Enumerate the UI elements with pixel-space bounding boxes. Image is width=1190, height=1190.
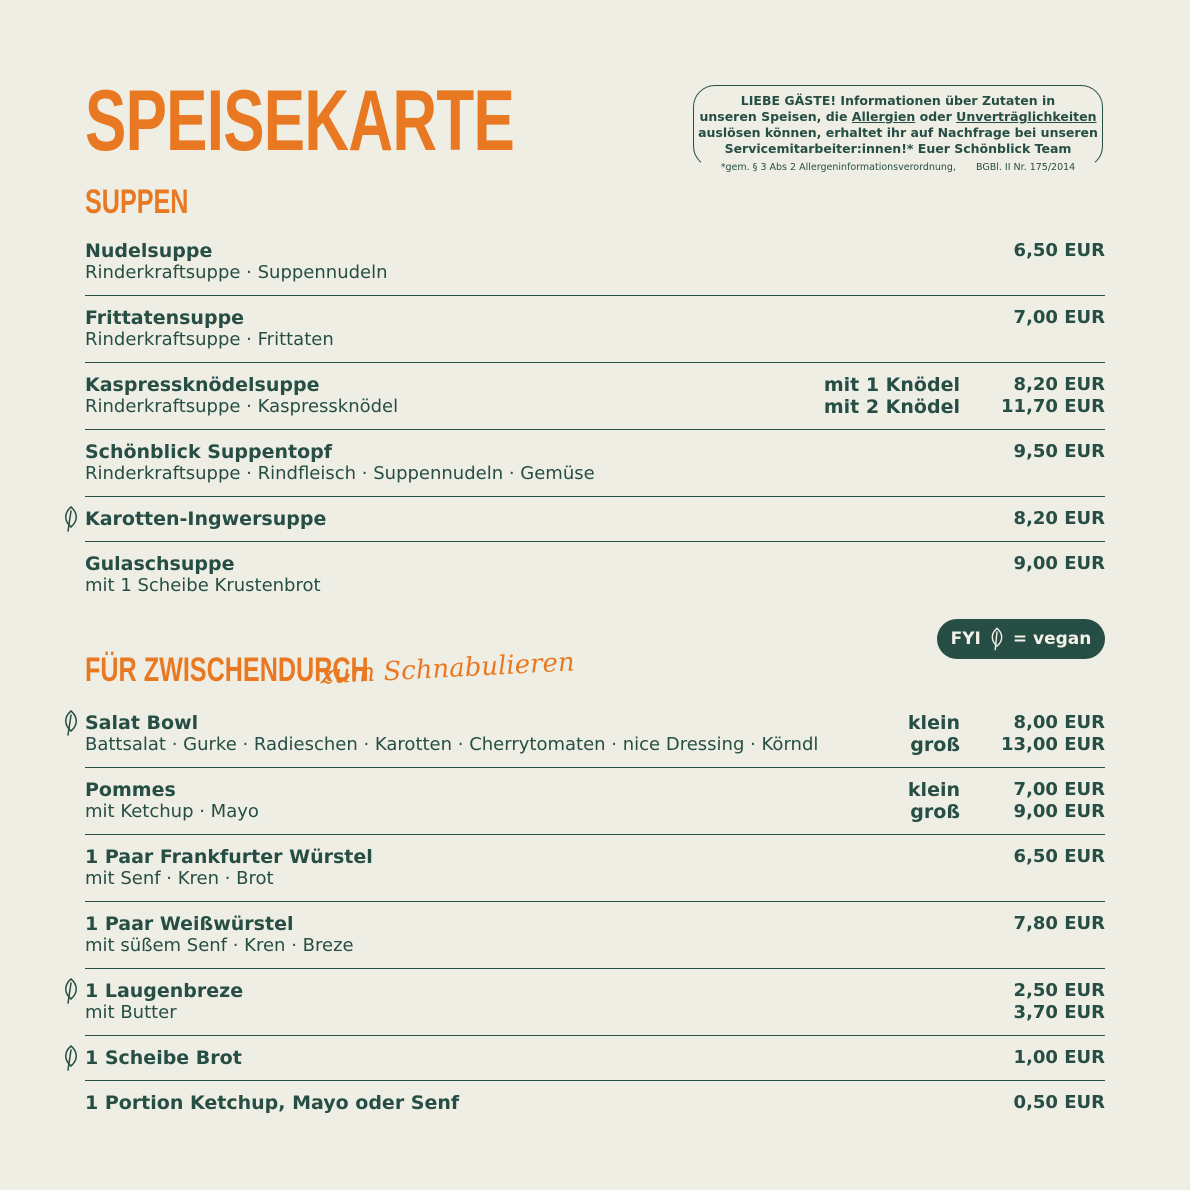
price: 9,00 EUR	[1013, 553, 1105, 574]
item-name: 1 Paar Weißwürstel	[85, 913, 294, 935]
leaf-icon	[61, 505, 79, 533]
menu-item	[85, 541, 1105, 608]
item-prices	[1014, 1047, 1105, 1069]
price: 7,00 EUR	[1013, 779, 1105, 800]
item-prices	[1014, 980, 1105, 1024]
item-prices	[1014, 508, 1105, 530]
item-description: mit Ketchup · Mayo	[85, 801, 259, 822]
item-description: Rinderkraftsuppe · Suppennudeln	[85, 262, 388, 283]
menu-item-content	[85, 1047, 1105, 1069]
price: 8,00 EUR	[1013, 712, 1105, 733]
price: 9,50 EUR	[1013, 441, 1105, 462]
item-description: mit Senf · Kren · Brot	[85, 868, 274, 889]
item-prices	[1014, 307, 1105, 329]
menu-item-content	[85, 846, 1105, 890]
item-name: Schönblick Suppentopf	[85, 441, 333, 463]
item-prices	[1014, 779, 1105, 823]
variant-label: klein	[907, 779, 960, 801]
variant-label: groß	[910, 801, 960, 823]
price: 3,70 EUR	[1013, 1002, 1105, 1023]
item-prices	[1014, 913, 1105, 935]
menu-item	[85, 1080, 1105, 1125]
item-name: 1 Laugenbreze	[85, 980, 244, 1002]
item-variants	[824, 374, 960, 418]
item-description: mit 1 Scheibe Krustenbrot	[85, 575, 321, 596]
menu-item	[85, 712, 1105, 767]
item-description: Rinderkraftsuppe · Frittaten	[85, 329, 334, 350]
menu-item-content	[85, 508, 1105, 530]
menu-item-content	[85, 441, 1105, 485]
notice-text: unseren Speisen, die	[699, 109, 852, 124]
price: 11,70 EUR	[1001, 396, 1105, 417]
price: 7,80 EUR	[1013, 913, 1105, 934]
price: 8,20 EUR	[1013, 374, 1105, 395]
item-prices	[1014, 846, 1105, 868]
price: 6,50 EUR	[1013, 240, 1105, 261]
section-title-zwischendurch: FÜR ZWISCHENDURCH	[85, 651, 369, 689]
item-prices	[1001, 374, 1105, 418]
variant-label: klein	[907, 712, 960, 734]
item-description: Battsalat · Gurke · Radieschen · Karotten · Cherrytomaten · nice Dressing · Körndl	[85, 734, 819, 755]
menu-list-zwischendurch	[85, 712, 1105, 1125]
menu-item-content	[85, 374, 1105, 418]
footnote-line-2: BGBl. II Nr. 175/2014	[966, 162, 1085, 174]
menu-item-content	[85, 553, 1105, 597]
menu-item	[85, 429, 1105, 496]
leaf-icon	[61, 1044, 79, 1072]
notice-line-3: auslösen können, erhaltet ihr auf Nachfrage bei unseren	[698, 125, 1098, 140]
leaf-icon	[61, 709, 79, 737]
price: 0,50 EUR	[1013, 1092, 1105, 1113]
item-prices	[1014, 441, 1105, 463]
item-prices	[1014, 240, 1105, 262]
variant-label: mit 2 Knödel	[823, 396, 960, 418]
fyi-label: FYI	[950, 629, 981, 649]
item-name: 1 Portion Ketchup, Mayo oder Senf	[85, 1092, 460, 1114]
item-name: Karotten-Ingwersuppe	[85, 508, 327, 530]
price: 8,20 EUR	[1013, 508, 1105, 529]
price: 7,00 EUR	[1013, 307, 1105, 328]
menu-item	[85, 901, 1105, 968]
allergen-notice	[693, 85, 1103, 168]
menu-item-content	[85, 1092, 1105, 1114]
item-variants	[908, 712, 960, 756]
leaf-icon	[61, 977, 79, 1005]
notice-text: oder	[915, 109, 957, 124]
menu-item-content	[85, 779, 1105, 823]
menu-list-suppen	[85, 240, 1105, 608]
menu-item	[85, 1035, 1105, 1080]
item-description: Rinderkraftsuppe · Rindfleisch · Suppennudeln · Gemüse	[85, 463, 595, 484]
item-name: 1 Scheibe Brot	[85, 1047, 242, 1069]
item-variants	[908, 779, 960, 823]
price: 1,00 EUR	[1013, 1047, 1105, 1068]
item-description: mit süßem Senf · Kren · Breze	[85, 935, 354, 956]
notice-line-1: LIEBE GÄSTE! Informationen über Zutaten in	[740, 93, 1056, 108]
menu-item-content	[85, 240, 1105, 284]
menu-item	[85, 295, 1105, 362]
item-name: 1 Paar Frankfurter Würstel	[85, 846, 373, 868]
notice-line-2	[694, 109, 1102, 125]
item-prices	[1001, 712, 1105, 756]
fyi-meaning: = vegan	[1012, 629, 1092, 649]
page-title: SPEISEKARTE	[85, 73, 515, 169]
item-name: Gulaschsuppe	[85, 553, 235, 575]
item-description: mit Butter	[85, 1002, 177, 1023]
section-title-suppen: SUPPEN	[85, 183, 189, 221]
menu-item	[85, 362, 1105, 429]
item-prices	[1014, 553, 1105, 575]
leaf-icon	[989, 625, 1005, 653]
menu-item	[85, 496, 1105, 541]
price: 6,50 EUR	[1013, 846, 1105, 867]
item-name: Frittatensuppe	[85, 307, 245, 329]
menu-item	[85, 968, 1105, 1035]
menu-item-content	[85, 712, 1105, 756]
section-subtitle-script: zum Schnabulieren	[319, 647, 576, 691]
item-name: Pommes	[85, 779, 176, 801]
item-name: Salat Bowl	[85, 712, 199, 734]
price: 13,00 EUR	[1001, 734, 1105, 755]
menu-item	[85, 834, 1105, 901]
item-name: Nudelsuppe	[85, 240, 213, 262]
menu-item-content	[85, 913, 1105, 957]
notice-line-4: Servicemitarbeiter:innen!* Euer Schönblick Team	[724, 141, 1072, 156]
fyi-vegan-legend	[937, 619, 1105, 659]
menu-item-content	[85, 307, 1105, 351]
unvertraeglichkeiten-link: Unverträglichkeiten	[956, 109, 1097, 124]
item-name: Kaspressknödelsuppe	[85, 374, 320, 396]
allergien-link: Allergien	[851, 109, 916, 124]
item-description: Rinderkraftsuppe · Kaspressknödel	[85, 396, 399, 417]
allergen-footnote	[693, 162, 1103, 174]
menu-item-content	[85, 980, 1105, 1024]
variant-label: groß	[910, 734, 960, 756]
footnote-line-1: *gem. § 3 Abs 2 Allergeninformationsverordnung,	[711, 162, 966, 174]
price: 2,50 EUR	[1013, 980, 1105, 1001]
menu-item	[85, 240, 1105, 295]
item-prices	[1014, 1092, 1105, 1114]
menu-item	[85, 767, 1105, 834]
price: 9,00 EUR	[1013, 801, 1105, 822]
variant-label: mit 1 Knödel	[823, 374, 960, 396]
footnote-text	[701, 162, 1095, 174]
